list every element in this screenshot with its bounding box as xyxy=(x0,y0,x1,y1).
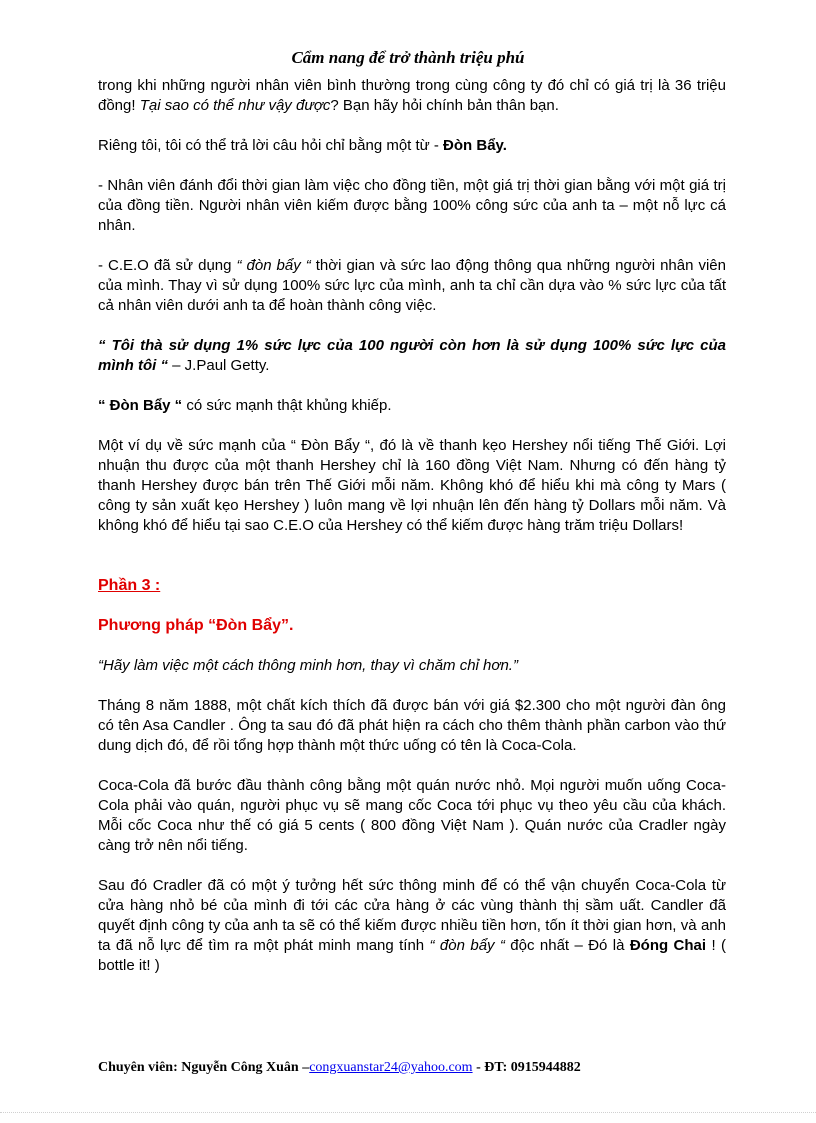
section-part-heading: Phần 3 : xyxy=(98,577,161,594)
text-run: ! ( bottle it! ) xyxy=(98,937,727,974)
bold-term: Đóng Chai xyxy=(629,937,707,954)
section-method-heading: Phương pháp “Đòn Bẩy”. xyxy=(98,617,294,634)
paragraph-2 xyxy=(98,136,726,156)
paragraph-7: Một ví dụ về sức mạnh của “ Đòn Bẩy “, đó là về thanh kẹo Hershey nổi tiếng Thế Giới. Lợi nhuận thu được của một thanh Hershey chỉ là 160 đồng Việt Nam. Nhưng có đến hàng tỷ thanh Hershey được bán trên Thế Giới mỗi năm. Không khó để hiểu khi mà công ty Mars ( công ty sản xuất kẹo Hershey ) luôn mang về lợi nhuận lên đến hàng tỷ Dollars mỗi năm. Và không khó để hiểu tại sao C.E.O của Hershey có thể kiếm được hàng trăm triệu Dollars! xyxy=(98,437,726,534)
italic-term: “ đòn bẩy “ xyxy=(236,257,311,274)
paragraph-11: Coca-Cola đã bước đầu thành công bằng một quán nước nhỏ. Mọi người muốn uống Coca-Cola phải vào quán, người phục vụ sẽ mang cốc Coca tới phục vụ theo yêu cầu của khách. Mỗi cốc Coca như thế có giá 5 cents ( 800 đồng Việt Nam ). Quán nước của Cradler ngày càng trở nên nổi tiếng. xyxy=(98,777,726,854)
text-run: ? Bạn hãy hỏi chính bản thân bạn. xyxy=(330,97,559,114)
footer-phone: - ĐT: 0915944882 xyxy=(472,1060,581,1075)
paragraph-3: - Nhân viên đánh đổi thời gian làm việc cho đồng tiền, một giá trị thời gian bằng với một giá trị của đồng tiền. Người nhân viên kiếm được bằng 100% công sức của anh ta – một nỗ lực cá nhân. xyxy=(98,177,726,234)
text-run: thời gian và sức lao động thông qua những người nhân viên của mình. Thay vì sử dụng 100% sức lực của mình, anh ta chỉ cần dựa vào % sức lực của tất cả nhân viên dưới anh ta để hoàn thành công việc. xyxy=(98,257,726,314)
text-run: Sau đó Cradler đã có một ý tưởng hết sức thông minh để có thể vận chuyển Coca-Cola từ cửa hàng nhỏ bé của mình đi tới các cửa hàng ở các vùng thành thị sầm uất. Candler đã quyết định công ty của anh ta sẽ có thể kiếm được nhiều tiền hơn, tốn ít thời gian hơn, và anh ta đã nỗ lực để tìm ra một phát minh mang tính xyxy=(98,877,726,954)
italic-question: Tại sao có thể như vậy được xyxy=(139,97,331,114)
text-run: trong khi những người nhân viên bình thường trong cùng công ty đó chỉ có giá trị là 36 triệu đồng! xyxy=(98,77,726,114)
paragraph-4 xyxy=(98,256,726,316)
quote-author: – J.Paul Getty. xyxy=(168,357,270,374)
quote-smarter: “Hãy làm việc một cách thông minh hơn, thay vì chăm chỉ hơn.” xyxy=(98,657,518,674)
text-run: có sức mạnh thật khủng khiếp. xyxy=(182,397,392,414)
paragraph-12 xyxy=(98,876,726,976)
text-run: độc nhất – Đó là xyxy=(504,937,630,954)
page-header-title: Cẩm nang để trở thành triệu phú xyxy=(291,48,525,67)
document-body xyxy=(98,76,726,996)
italic-term: “ đòn bẩy “ xyxy=(429,937,505,954)
page-footer xyxy=(98,1060,738,1076)
page-bottom-divider xyxy=(0,1112,816,1113)
bold-term: “ Đòn Bẩy “ xyxy=(98,397,183,414)
paragraph-6 xyxy=(98,396,726,416)
text-run: - C.E.O đã sử dụng xyxy=(98,257,237,274)
bold-term: Đòn Bẩy. xyxy=(443,137,507,154)
quote-getty xyxy=(98,336,726,376)
text-run: Riêng tôi, tôi có thể trả lời câu hỏi chỉ bằng một từ - xyxy=(98,137,444,154)
bold-quote: “ Tôi thà sử dụng 1% sức lực của 100 người còn hơn là sử dụng 100% sức lực của mình tôi “ xyxy=(98,337,726,374)
footer-author: Chuyên viên: Nguyễn Công Xuân – xyxy=(98,1060,310,1075)
paragraph-1 xyxy=(98,76,726,116)
footer-email-link[interactable]: congxuanstar24@yahoo.com xyxy=(309,1060,473,1075)
paragraph-10: Tháng 8 năm 1888, một chất kích thích đã được bán với giá $2.300 cho một người đàn ông có tên Asa Candler . Ông ta sau đó đã phát hiện ra cách cho thêm thành phần carbon vào thứ dung dịch đó, để rồi tổng hợp thành một thức uống có tên là Coca-Cola. xyxy=(98,697,726,754)
